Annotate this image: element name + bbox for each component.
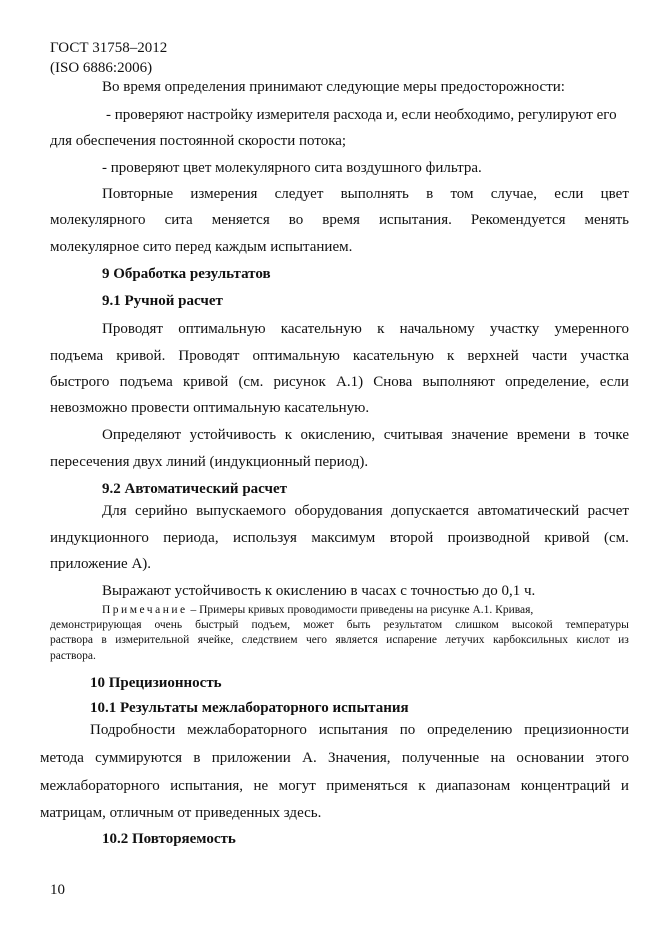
s92-p1-line-3: приложение А). <box>50 556 152 572</box>
repeat-line-1 <box>102 185 629 203</box>
repeat-line-3: молекулярное сито перед каждым испытанием. <box>50 239 353 255</box>
word: окислению, <box>300 427 376 443</box>
section-10-1-heading: 10.1 Результаты межлабораторного испытания <box>90 700 409 716</box>
word: температуры <box>565 619 629 631</box>
s101-line-1 <box>90 721 629 739</box>
word: Значения, <box>328 750 391 766</box>
word: результатом <box>383 619 443 631</box>
word: концентраций <box>520 778 611 794</box>
section-9-heading: 9 Обработка результатов <box>102 266 271 282</box>
section-10-heading: 10 Прецизионность <box>90 675 222 691</box>
word: автоматический <box>477 503 580 519</box>
word: во <box>288 212 304 228</box>
word: менять <box>584 212 629 228</box>
word: быстрого <box>50 374 110 390</box>
repeat-line-2 <box>50 211 629 229</box>
word: применяться <box>326 778 408 794</box>
word: может <box>303 619 334 631</box>
word: если <box>554 186 584 202</box>
word: не <box>253 778 269 794</box>
s92-p2: Выражают устойчивость к окислению в часах с точностью до 0,1 ч. <box>102 583 536 599</box>
word: допускается <box>391 503 470 519</box>
iso-reference: (ISO 6886:2006) <box>50 60 153 76</box>
word: А.1) <box>336 374 364 390</box>
word: производной <box>447 530 530 546</box>
s91-p2-line-1 <box>102 426 629 444</box>
note-line-2 <box>50 619 629 632</box>
word: времени <box>516 427 571 443</box>
word: (см. <box>604 530 629 546</box>
word: максимум <box>311 530 376 546</box>
word: подъема <box>50 348 104 364</box>
s91-p1-line-2 <box>50 347 629 365</box>
note-line-3 <box>50 634 629 647</box>
word: к <box>447 348 455 364</box>
word: умеренного <box>554 321 629 337</box>
word: оптимальную <box>178 321 266 337</box>
word: приложении <box>211 750 291 766</box>
word: кислот <box>576 634 610 646</box>
word: начальному <box>399 321 475 337</box>
word: могут <box>278 778 316 794</box>
word: касательную <box>280 321 362 337</box>
word: используя <box>232 530 297 546</box>
word: основании <box>516 750 585 766</box>
word: к <box>284 427 292 443</box>
word: Подробности <box>90 722 176 738</box>
word: меняется <box>211 212 270 228</box>
note-line-4: раствора. <box>50 650 96 662</box>
word: Для <box>102 503 127 519</box>
word: индукционного <box>50 530 149 546</box>
s91-p1-line-4: невозможно провести оптимальную касательную. <box>50 400 370 416</box>
word: расчет <box>587 503 629 519</box>
word: время <box>322 212 360 228</box>
note-line-1 <box>102 604 533 617</box>
word: подъем, <box>251 619 291 631</box>
word: является <box>335 634 378 646</box>
word: выполнять <box>340 186 409 202</box>
precaution-2: - проверяют цвет молекулярного сита воздушного фильтра. <box>102 160 482 176</box>
word: Проводят <box>178 348 240 364</box>
precaution-1-line1: - проверяют настройку измерителя расхода и, если необходимо, регулируют его <box>106 107 617 123</box>
page-number: 10 <box>50 882 65 898</box>
word: следует <box>274 186 324 202</box>
word: слишком <box>455 619 499 631</box>
word: значение <box>451 427 509 443</box>
word: определение, <box>505 374 590 390</box>
word: кривой <box>182 374 229 390</box>
word: в <box>101 634 107 646</box>
word: Повторные <box>102 186 174 202</box>
word: выпускаемого <box>196 503 287 519</box>
word: сита <box>164 212 193 228</box>
word: определению <box>427 722 513 738</box>
word: если <box>599 374 629 390</box>
word: ячейке, <box>197 634 234 646</box>
word: в <box>426 186 434 202</box>
word: оптимальную <box>252 348 340 364</box>
word: подъема <box>119 374 173 390</box>
word: карбоксильных <box>493 634 569 646</box>
section-9-1-heading: 9.1 Ручной расчет <box>102 293 223 309</box>
s91-p1-line-3 <box>50 373 629 391</box>
word: на <box>490 750 506 766</box>
word: части <box>531 348 568 364</box>
word: межлабораторного <box>187 722 307 738</box>
word: участка <box>580 348 629 364</box>
word: выполняют <box>422 374 495 390</box>
word: этого <box>595 750 629 766</box>
document-code: ГОСТ 31758–2012 <box>50 40 168 56</box>
note-label: Примечание <box>102 604 188 616</box>
word: из <box>618 634 629 646</box>
word: серийно <box>135 503 188 519</box>
word: испытания <box>318 722 388 738</box>
word: чего <box>305 634 328 646</box>
word: Определяют <box>102 427 182 443</box>
word: Снова <box>373 374 413 390</box>
section-10-2-heading: 10.2 Повторяемость <box>102 831 236 847</box>
word: суммируются <box>95 750 183 766</box>
word: полученные <box>401 750 480 766</box>
word: следствием <box>241 634 298 646</box>
s101-line-3 <box>40 777 629 795</box>
word: считывая <box>383 427 443 443</box>
s91-p1-line-1 <box>102 320 629 338</box>
word: случае, <box>490 186 537 202</box>
word: быть <box>346 619 371 631</box>
word: участку <box>489 321 540 337</box>
s92-p1-line-1 <box>102 502 629 520</box>
word: кривой. <box>116 348 166 364</box>
word: (см. <box>238 374 264 390</box>
word: испытания. <box>378 212 452 228</box>
word: диапазонам <box>435 778 511 794</box>
word: Проводят <box>102 321 163 337</box>
word: в <box>578 427 586 443</box>
s92-p1-line-2 <box>50 529 629 547</box>
word: касательную <box>352 348 434 364</box>
word: измерения <box>190 186 258 202</box>
word: устойчивость <box>189 427 277 443</box>
word: и <box>620 778 629 794</box>
note-line-1-text: – Примеры кривых проводимости приведены на рисунке А.1. Кривая, <box>190 604 534 616</box>
s91-p2-line-2: пересечения двух линий (индукционный период). <box>50 454 369 470</box>
word: в <box>193 750 201 766</box>
word: Рекомендуется <box>470 212 566 228</box>
word: верхней <box>467 348 519 364</box>
word: демонстрирующая <box>50 619 142 631</box>
word: быстрый <box>195 619 239 631</box>
word: раствора <box>50 634 93 646</box>
word: прецизионности <box>524 722 629 738</box>
word: межлабораторного <box>40 778 160 794</box>
word: рисунок <box>273 374 326 390</box>
word: к <box>418 778 426 794</box>
section-9-2-heading: 9.2 Автоматический расчет <box>102 481 288 497</box>
word: по <box>399 722 416 738</box>
word: испарение <box>386 634 437 646</box>
precaution-1-line2: для обеспечения постоянной скорости потока; <box>50 133 347 149</box>
word: к <box>377 321 385 337</box>
s101-line-2 <box>40 749 629 767</box>
s101-line-4: матрицам, отличным от приведенных здесь. <box>40 805 322 821</box>
word: том <box>450 186 474 202</box>
word: метода <box>40 750 84 766</box>
word: очень <box>154 619 183 631</box>
word: высокой <box>511 619 553 631</box>
word: молекулярного <box>50 212 146 228</box>
word: второй <box>389 530 434 546</box>
word: оборудования <box>294 503 383 519</box>
word: испытания, <box>170 778 244 794</box>
word: измерительной <box>115 634 190 646</box>
word: кривой <box>544 530 590 546</box>
word: А. <box>302 750 317 766</box>
word: цвет <box>600 186 629 202</box>
word: точке <box>594 427 629 443</box>
precautions-intro: Во время определения принимают следующие меры предосторожности: <box>102 79 565 95</box>
word: периода, <box>163 530 219 546</box>
word: летучих <box>445 634 485 646</box>
